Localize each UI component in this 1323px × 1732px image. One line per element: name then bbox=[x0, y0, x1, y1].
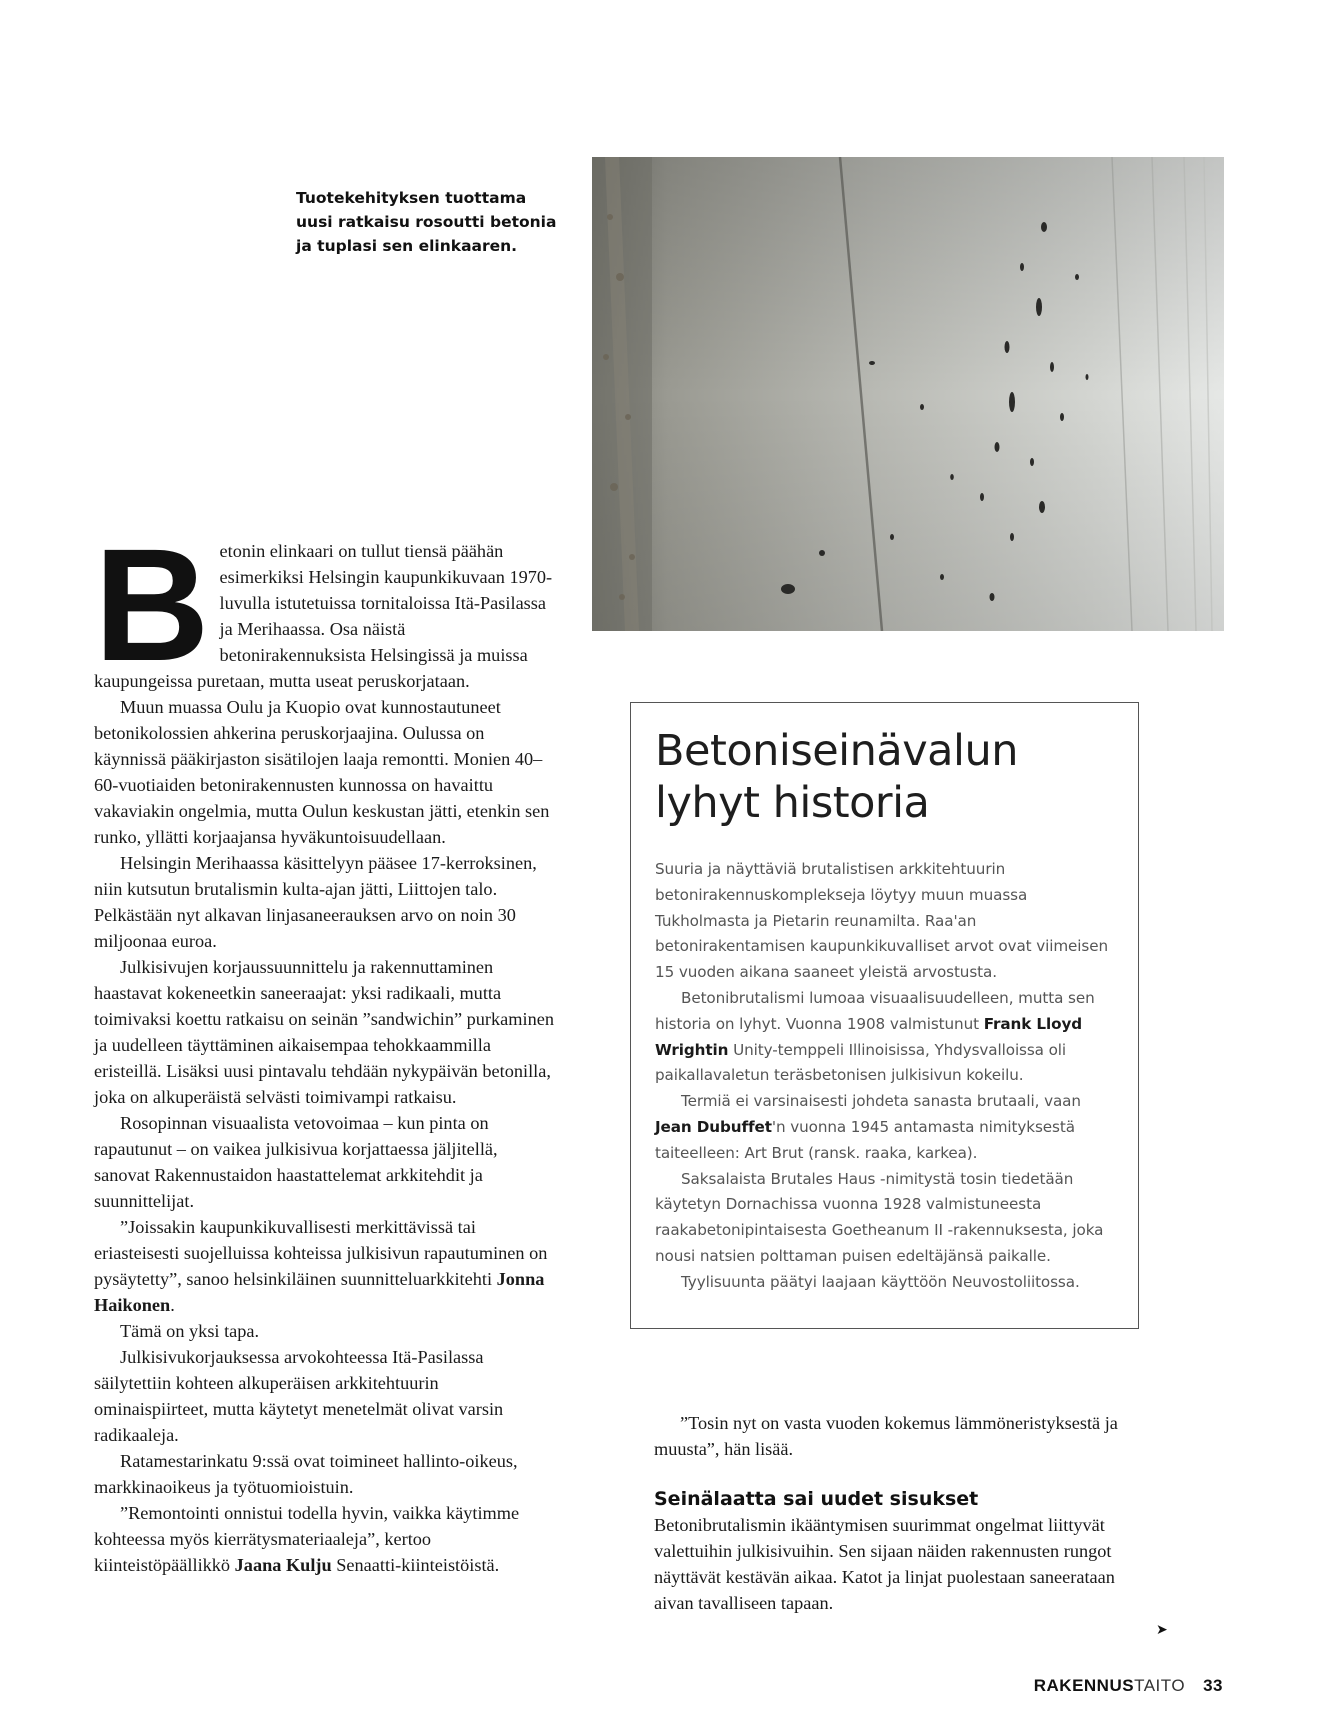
quote-text: ”Joissakin kaupunkikuvallisesti merkittävissä tai eriasteisesti suojelluissa kohteissa julkisivun rapautuminen on pysäytetty”, sanoo helsinkiläinen suunnitteluarkkitehti bbox=[94, 1217, 548, 1289]
article-body bbox=[94, 515, 554, 1578]
quote-end: Senaatti-kiinteistöistä. bbox=[331, 1555, 500, 1575]
section-heading: Seinälaatta sai uudet sisukset bbox=[654, 1488, 979, 1510]
sidebar-title-line-2: lyhyt historia bbox=[655, 778, 930, 828]
sidebar-paragraph-4: Saksalaista Brutales Haus -nimitystä tosin tiedetään käytetyn Dornachissa vuonna 1928 valmistuneesta raakabetonipintaisesta Goetheanum II -rakennuksesta, joka nousi natsien polttaman puisen edeltäjänsä paikalle. bbox=[655, 1169, 1104, 1265]
person-name: Jonna Haikonen bbox=[94, 1269, 545, 1315]
article-paragraph-5: Rosopinnan visuaalista vetovoimaa – kun pinta on rapautunut – on vaikea julkisivua korjattaessa jäljitellä, sanovat Rakennustaidon haastattelemat arkkitehdit ja suunnittelijat. bbox=[94, 1113, 498, 1211]
continuation-paragraph-1: ”Tosin nyt on vasta vuoden kokemus lämmöneristyksestä ja muusta”, hän lisää. bbox=[654, 1413, 1118, 1459]
magazine-name-bold: RAKENNUS bbox=[1033, 1676, 1135, 1695]
article-paragraph-8: Julkisivukorjauksessa arvokohteessa Itä-Pasilassa säilytettiin kohteen alkuperäisen arkkitehtuurin ominaispiirteet, mutta käytetyt menetelmät olivat varsin radikaaleja. bbox=[94, 1347, 504, 1445]
article-paragraph-9: Ratamestarinkatu 9:ssä ovat toimineet hallinto-oikeus, markkinaoikeus ja työtuomioistuin. bbox=[94, 1451, 518, 1497]
sidebar-text: Unity-temppeli Illinoisissa, Yhdysvalloissa oli paikallavaletun teräsbetonisen julkisivun kokeilu. bbox=[655, 1040, 1067, 1085]
history-sidebar-box bbox=[630, 702, 1139, 1329]
sidebar-paragraph-2 bbox=[655, 986, 1114, 1089]
photo-caption: Tuotekehityksen tuottama uusi ratkaisu rosoutti betonia ja tuplasi sen elinkaaren. bbox=[296, 189, 557, 255]
article-continuation bbox=[654, 1410, 1124, 1616]
article-paragraph-6 bbox=[94, 1214, 554, 1318]
article-paragraph-7: Tämä on yksi tapa. bbox=[120, 1321, 260, 1341]
person-name: Frank Lloyd Wrightin bbox=[655, 1014, 1083, 1059]
sidebar-paragraph-3 bbox=[655, 1089, 1114, 1166]
continuation-paragraph-2: Betonibrutalismin ikääntymisen suurimmat ongelmat liittyvät valettuihin julkisivuihin. Sen sijaan näiden rakennusten rungot näyttävät kestävän aikaa. Katot ja linjat puolestaan saneerataan aivan tavalliseen tapaan. bbox=[654, 1515, 1115, 1613]
magazine-name-light: TAITO bbox=[1134, 1676, 1186, 1695]
article-paragraph-4: Julkisivujen korjaussuunnittelu ja rakennuttaminen haastavat kokeneetkin saneeraajat: yksi radikaali, mutta toimivaksi koettu ratkaisu on seinän ”sandwichin” purkaminen ja uudelleen täyttäminen aikaisempaa tehokkaammilla eristeillä. Lisäksi uusi pintavalu tehdään nykypäivän betonilla, joka on alkuperäistä selvästi toimivampi ratkaisu. bbox=[94, 957, 554, 1107]
article-paragraph-10 bbox=[94, 1500, 554, 1578]
sidebar-paragraph-5: Tyylisuunta päätyi laajaan käyttöön Neuvostoliitossa. bbox=[681, 1272, 1080, 1291]
person-name: Jaana Kulju bbox=[234, 1555, 332, 1575]
page-footer bbox=[1034, 1676, 1223, 1696]
sidebar-title bbox=[655, 725, 1114, 829]
article-paragraph-3: Helsingin Merihaassa käsittelyyn pääsee 17-kerroksinen, niin kutsutun brutalismin kulta-ajan jätti, Liittojen talo. Pelkästään nyt alkavan linjasaneerauksen arvo on noin 30 miljoonaa euroa. bbox=[94, 853, 537, 951]
person-name: Jean Dubuffet bbox=[655, 1117, 772, 1136]
sidebar-text: Betonibrutalismi lumoaa visuaalisuudelleen, mutta sen historia on lyhyt. Vuonna 1908 valmistunut bbox=[655, 988, 1095, 1033]
sidebar-paragraph-1: Suuria ja näyttäviä brutalistisen arkkitehtuurin betonirakennuskomplekseja löytyy muun muassa Tukholmasta ja Pietarin reunamilta. Raa'an betonirakentamisen kaupunkikuvalliset arvot ovat viimeisen 15 vuoden aikana saaneet yleistä arvostusta. bbox=[655, 860, 1108, 982]
continue-arrow-icon: ➤ bbox=[1156, 1622, 1168, 1638]
article-paragraph-1: etonin elinkaari on tullut tiensä päähän esimerkiksi Helsingin kaupunkikuvaan 1970-luvulla istutetuissa tornitaloissa Itä-Pasilassa ja Merihaassa. Osa näistä betonirakennuksista Helsingissä ja muissa kaupungeissa puretaan, mutta useat peruskorjataan. bbox=[94, 541, 553, 691]
quote-end: . bbox=[170, 1295, 175, 1315]
page-number: 33 bbox=[1203, 1676, 1223, 1695]
article-paragraph-2: Muun muassa Oulu ja Kuopio ovat kunnostautuneet betonikolossien ahkerina peruskorjaajina. Oulussa on käynnissä pääkirjaston sisätilojen laaja remontti. Monien 40–60-vuotiaiden betonirakennusten kunnossa on havaittu vakaviakin ongelmia, mutta Oulun keskustan jätti, etenkin sen runko, yllätti korjaajansa hyväkuntoisuudellaan. bbox=[94, 697, 550, 847]
concrete-wall-photo bbox=[592, 157, 1224, 631]
sidebar-title-line-1: Betoniseinävalun bbox=[655, 726, 1018, 776]
sidebar-text: Termiä ei varsinaisesti johdeta sanasta brutaali, vaan bbox=[681, 1092, 1081, 1111]
sidebar-text: 'n vuonna 1945 antamasta nimityksestä taiteelleen: Art Brut (ransk. raaka, karkea). bbox=[655, 1117, 1075, 1162]
drop-cap: B bbox=[94, 515, 206, 694]
quote-text: ”Remontointi onnistui todella hyvin, vaikka käytimme kohteessa myös kierrätysmateriaaleja”, kertoo kiinteistöpäällikkö bbox=[94, 1503, 520, 1575]
